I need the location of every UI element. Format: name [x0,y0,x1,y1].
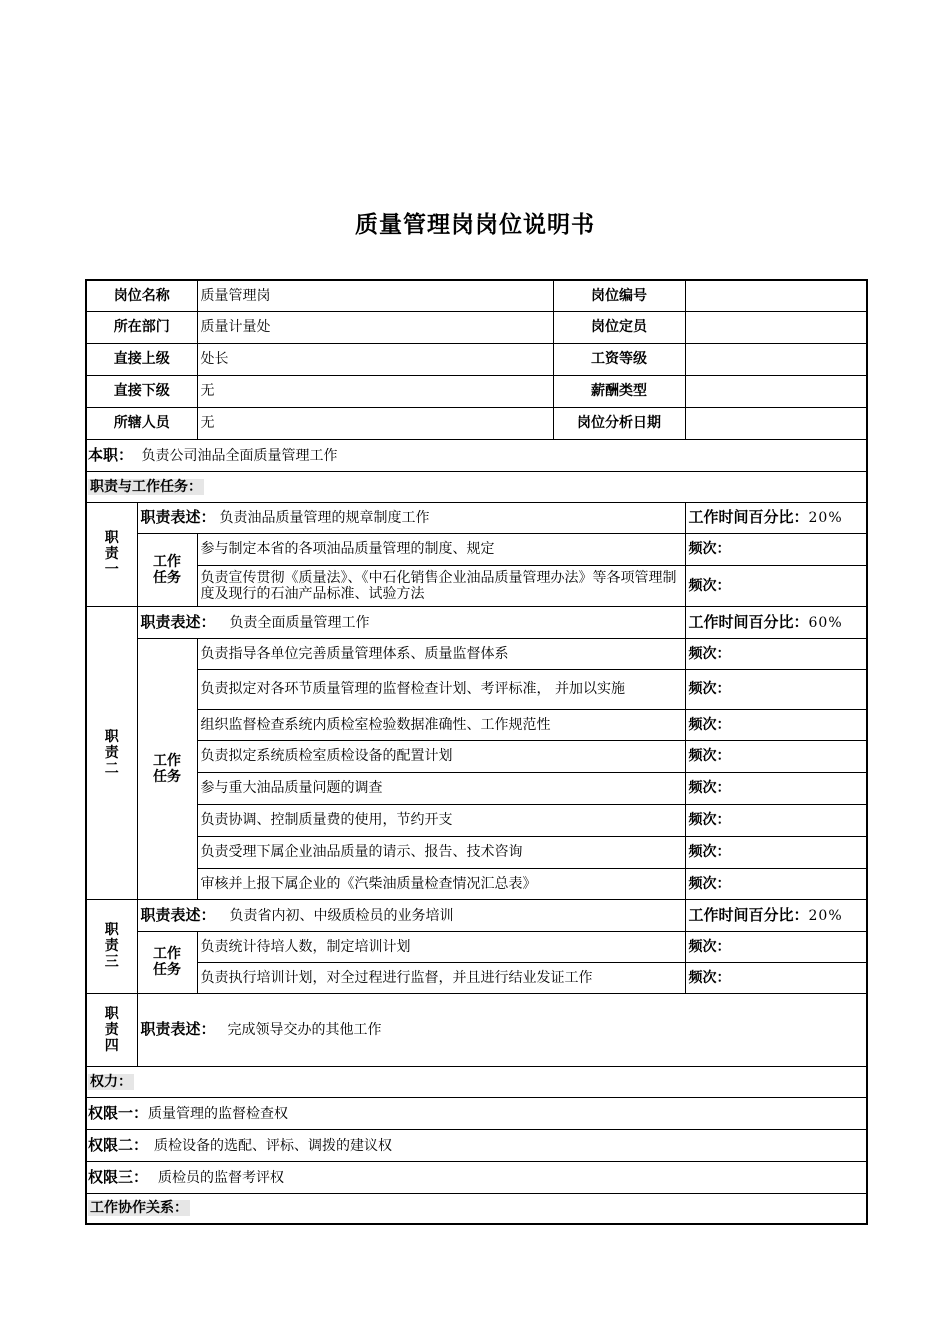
power-label: 权限三： [88,1167,149,1186]
task-text: 负责统计待培人数，制定培训计划 [197,931,685,962]
freq-label: 频次： [685,565,867,606]
freq-label: 频次： [685,740,867,772]
task-label: 工作 任务 [137,638,197,899]
power-text: 质量管理的监督检查权 [148,1105,289,1122]
info-row [86,343,867,375]
info-value: 质量管理岗 [197,280,553,311]
duty-desc-row [86,899,867,931]
task-row [86,772,867,804]
benzhi-row [86,439,867,471]
task-row [86,931,867,962]
duty-title-2: 职 责 二 [86,606,137,899]
task-row [86,836,867,868]
power-header-row [86,1066,867,1097]
task-text: 审核并上报下属企业的《汽柴油质量检查情况汇总表》 [197,868,685,899]
info-value: 质量计量处 [197,311,553,343]
info-row [86,280,867,311]
freq-label: 频次： [685,638,867,669]
pct-label: 工作时间百分比： [688,905,809,924]
power-label: 权限一： [88,1103,149,1122]
task-text: 参与制定本省的各项油品质量管理的制度、规定 [197,533,685,565]
task-label: 工作 任务 [137,533,197,606]
info-label: 岗位分析日期 [553,407,685,439]
info-label: 所辖人员 [86,407,197,439]
task-text: 负责协调、控制质量费的使用，节约开支 [197,804,685,836]
info-label: 直接上级 [86,343,197,375]
task-text: 负责宣传贯彻《质量法》、《中石化销售企业油品质量管理办法》等各项管理制度及现行的石油产品标准、试验方法 [197,565,685,606]
info-label: 薪酬类型 [553,375,685,407]
info-value [685,375,867,407]
info-label: 直接下级 [86,375,197,407]
info-label: 岗位编号 [553,280,685,311]
duty-desc-row [86,502,867,533]
info-label: 岗位名称 [86,280,197,311]
duty-title-4: 职 责 四 [86,993,137,1066]
task-text: 负责受理下属企业油品质量的请示、报告、技术咨询 [197,836,685,868]
freq-label: 频次： [685,669,867,709]
freq-label: 频次： [685,709,867,740]
pct-label: 工作时间百分比： [688,508,809,526]
duty-desc: 负责油品质量管理的规章制度工作 [219,510,430,526]
info-row [86,311,867,343]
freq-label: 频次： [685,533,867,565]
duty-desc-row [86,606,867,638]
info-value: 无 [197,375,553,407]
duty-desc: 负责省内初、中级质检员的业务培训 [229,907,454,924]
info-value [685,311,867,343]
task-label: 工作 任务 [137,931,197,993]
duty-desc-row [86,993,867,1066]
duty-desc-label: 职责表述： [140,612,216,631]
duty-title-3: 职 责 三 [86,899,137,993]
power-row [86,1097,867,1129]
info-label: 所在部门 [86,311,197,343]
duty-desc-label: 职责表述： [140,1020,216,1038]
power-text: 质检设备的选配、评标、调拨的建议权 [154,1137,393,1154]
duties-header-row [86,471,867,502]
freq-label: 频次： [685,868,867,899]
duty-desc-label: 职责表述： [140,905,216,924]
task-row [86,533,867,565]
power-text: 质检员的监督考评权 [158,1169,285,1186]
task-row [86,740,867,772]
power-row [86,1129,867,1161]
duties-header: 职责与工作任务： [90,478,202,495]
duty-desc-label: 职责表述： [140,508,216,526]
power-label: 权限二： [88,1135,149,1154]
task-row [86,565,867,606]
task-row [86,868,867,899]
benzhi-text: 负责公司油品全面质量管理工作 [141,447,338,464]
task-row [86,804,867,836]
task-text: 负责拟定对各环节质量管理的监督检查计划、考评标准， 并加以实施 [197,669,685,709]
pct-label: 工作时间百分比： [688,612,809,631]
freq-label: 频次： [685,804,867,836]
freq-label: 频次： [685,931,867,962]
duty-desc: 负责全面质量管理工作 [229,614,370,631]
freq-label: 频次： [685,836,867,868]
info-value: 处长 [197,343,553,375]
page-title: 质量管理岗岗位说明书 [355,212,595,238]
benzhi-label: 本职： [88,445,134,464]
info-label: 岗位定员 [553,311,685,343]
task-text: 负责执行培训计划，对全过程进行监督，并且进行结业发证工作 [197,962,685,993]
power-header: 权力： [90,1073,132,1090]
info-row [86,407,867,439]
power-row [86,1161,867,1193]
task-text: 组织监督检查系统内质检室检验数据准确性、工作规范性 [197,709,685,740]
cooperation-header-row [86,1193,867,1224]
task-text: 负责拟定系统质检室质检设备的配置计划 [197,740,685,772]
task-row [86,962,867,993]
pct-value: 20% [808,907,843,924]
pct-value: 60% [808,614,843,631]
info-value [685,407,867,439]
info-row [86,375,867,407]
info-value: 无 [197,407,553,439]
task-row [86,709,867,740]
duty-desc: 完成领导交办的其他工作 [227,1022,382,1038]
job-description-table [85,279,868,1225]
info-value [685,280,867,311]
task-row [86,669,867,709]
freq-label: 频次： [685,772,867,804]
info-label: 工资等级 [553,343,685,375]
task-text: 参与重大油品质量问题的调查 [197,772,685,804]
task-text: 负责指导各单位完善质量管理体系、质量监督体系 [197,638,685,669]
info-value [685,343,867,375]
task-row [86,638,867,669]
cooperation-header: 工作协作关系： [90,1200,188,1217]
freq-label: 频次： [685,962,867,993]
duty-title-1: 职 责 一 [86,502,137,606]
pct-value: 20% [808,510,843,526]
